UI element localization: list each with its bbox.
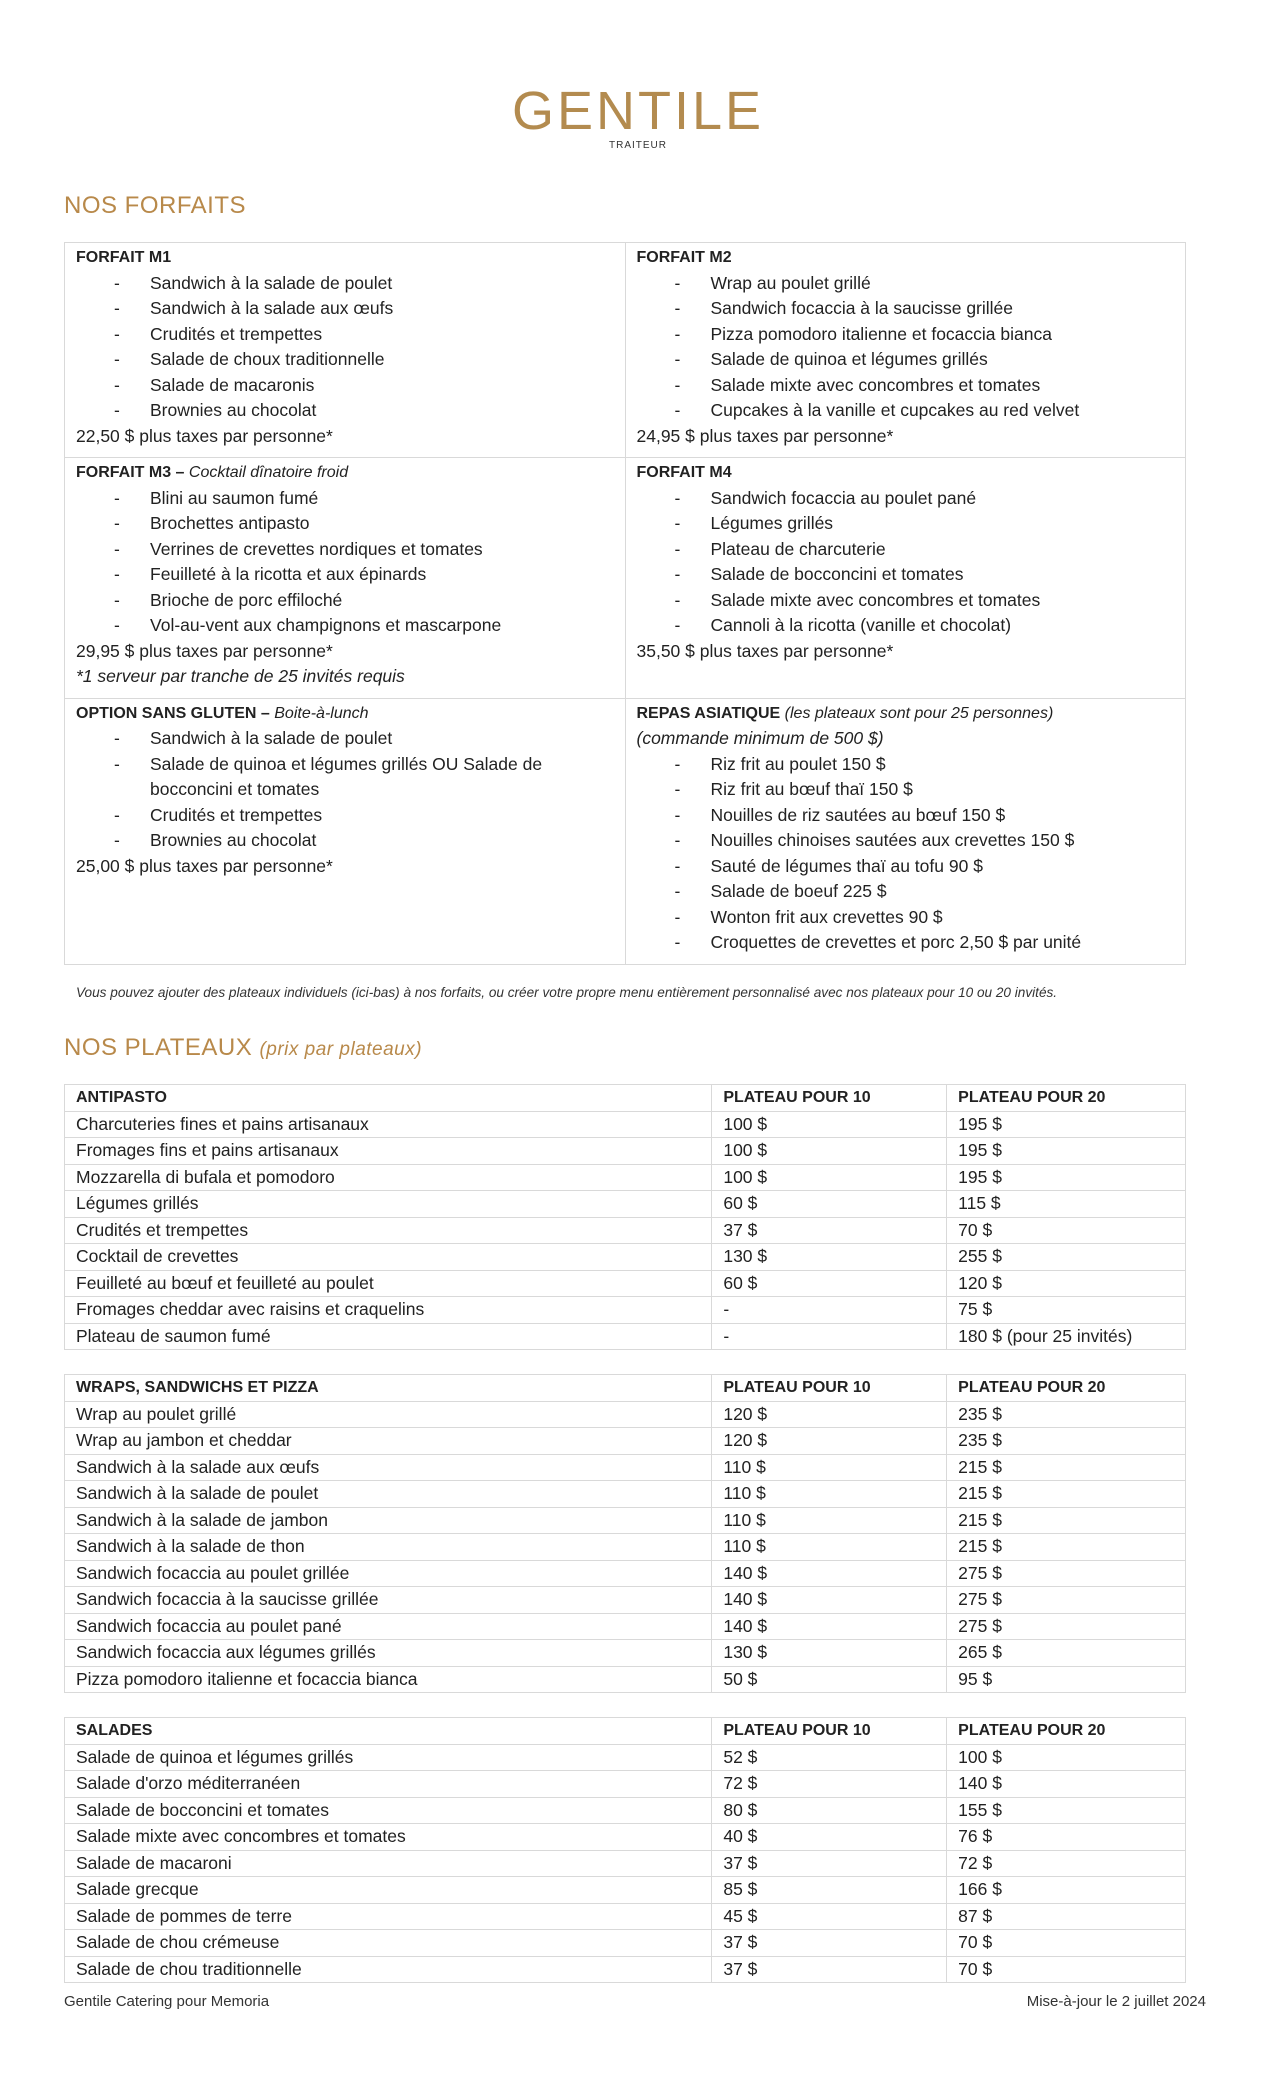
price-10: 37 $ xyxy=(712,1217,947,1244)
list-item: - Salade mixte avec concombres et tomates xyxy=(637,588,1175,614)
table-row xyxy=(65,1454,1186,1481)
item-name: Salade de quinoa et légumes grillés xyxy=(65,1744,712,1771)
price-10: - xyxy=(712,1323,947,1350)
item-name: Légumes grillés xyxy=(65,1191,712,1218)
item-name: Sandwich focaccia à la saucisse grillée xyxy=(65,1587,712,1614)
forfait-m4-title: FORFAIT M4 xyxy=(636,464,732,481)
table-row xyxy=(65,1930,1186,1957)
table-header-row xyxy=(65,1718,1186,1745)
list-item: - Riz frit au poulet 150 $ xyxy=(637,752,1175,778)
list-item: - Salade de quinoa et légumes grillés OU Salade de bocconcini et tomates xyxy=(76,752,614,803)
table-salades xyxy=(64,1717,1186,1983)
table-row xyxy=(65,1903,1186,1930)
price-10: 52 $ xyxy=(712,1744,947,1771)
price-10: 60 $ xyxy=(712,1191,947,1218)
price-20: 235 $ xyxy=(947,1401,1186,1428)
item-name: Salade de pommes de terre xyxy=(65,1903,712,1930)
table-row xyxy=(65,1270,1186,1297)
price-20: 115 $ xyxy=(947,1191,1186,1218)
table-row xyxy=(65,1877,1186,1904)
forfait-m2 xyxy=(625,243,1186,458)
price-20: 180 $ (pour 25 invités) xyxy=(947,1323,1186,1350)
price-10: 110 $ xyxy=(712,1534,947,1561)
forfait-m3-note: *1 serveur par tranche de 25 invités requis xyxy=(76,666,405,686)
footer-update-date: Mise-à-jour le 2 juillet 2024 xyxy=(1026,1993,1206,2010)
logo-tagline: TRAITEUR xyxy=(609,140,667,151)
list-item: - Riz frit au bœuf thaï 150 $ xyxy=(637,777,1175,803)
item-name: Sandwich à la salade de thon xyxy=(65,1534,712,1561)
item-name: Plateau de saumon fumé xyxy=(65,1323,712,1350)
item-name: Sandwich focaccia au poulet pané xyxy=(65,1613,712,1640)
forfait-m2-title: FORFAIT M2 xyxy=(636,249,732,266)
forfait-m3-title: FORFAIT M3 – Cocktail dînatoire froid xyxy=(76,464,349,481)
forfait-m4-price: 35,50 $ plus taxes par personne* xyxy=(636,640,894,661)
price-10: 140 $ xyxy=(712,1613,947,1640)
table-row xyxy=(65,1297,1186,1324)
table-row xyxy=(65,1850,1186,1877)
price-20: 140 $ xyxy=(947,1771,1186,1798)
list-item: - Brownies au chocolat xyxy=(76,398,614,424)
column-header: ANTIPASTO xyxy=(65,1085,712,1112)
price-10: - xyxy=(712,1297,947,1324)
item-name: Salade de chou traditionnelle xyxy=(65,1956,712,1983)
price-20: 215 $ xyxy=(947,1481,1186,1508)
list-item: - Salade de bocconcini et tomates xyxy=(637,562,1175,588)
table-row xyxy=(65,1428,1186,1455)
list-item: - Crudités et trempettes xyxy=(76,322,614,348)
list-item: - Crudités et trempettes xyxy=(76,803,614,829)
list-item: - Salade mixte avec concombres et tomates xyxy=(637,373,1175,399)
table-row xyxy=(65,1401,1186,1428)
item-name: Salade de chou crémeuse xyxy=(65,1930,712,1957)
item-name: Fromages fins et pains artisanaux xyxy=(65,1138,712,1165)
list-item: - Salade de quinoa et légumes grillés xyxy=(637,347,1175,373)
table-row xyxy=(65,1323,1186,1350)
list-item: - Feuilleté à la ricotta et aux épinards xyxy=(76,562,614,588)
forfait-m3-items xyxy=(76,486,614,639)
table-row xyxy=(65,1217,1186,1244)
forfait-gluten-subtitle: Boite-à-lunch xyxy=(274,704,369,722)
table-row xyxy=(65,1534,1186,1561)
price-20: 235 $ xyxy=(947,1428,1186,1455)
list-item: - Nouilles de riz sautées au bœuf 150 $ xyxy=(637,803,1175,829)
price-10: 80 $ xyxy=(712,1797,947,1824)
item-name: Fromages cheddar avec raisins et craquelins xyxy=(65,1297,712,1324)
item-name: Sandwich à la salade de jambon xyxy=(65,1507,712,1534)
forfait-gluten-price: 25,00 $ plus taxes par personne* xyxy=(76,855,333,876)
price-20: 255 $ xyxy=(947,1244,1186,1271)
table-header-row xyxy=(65,1085,1186,1112)
list-item: - Wrap au poulet grillé xyxy=(637,271,1175,297)
price-20: 155 $ xyxy=(947,1797,1186,1824)
table-header-row xyxy=(65,1375,1186,1402)
table-row xyxy=(65,1666,1186,1693)
table-antipasto xyxy=(64,1084,1186,1350)
forfaits-title: NOS FORFAITS xyxy=(64,192,247,219)
price-20: 87 $ xyxy=(947,1903,1186,1930)
forfait-asian-minimum: (commande minimum de 500 $) xyxy=(636,728,884,748)
price-20: 275 $ xyxy=(947,1587,1186,1614)
forfait-m3-subtitle: Cocktail dînatoire froid xyxy=(188,464,349,481)
item-name: Charcuteries fines et pains artisanaux xyxy=(65,1111,712,1138)
table-row xyxy=(65,1956,1186,1983)
price-10: 37 $ xyxy=(712,1850,947,1877)
forfaits-grid xyxy=(64,242,1186,965)
price-10: 100 $ xyxy=(712,1164,947,1191)
table-row xyxy=(65,1507,1186,1534)
price-10: 85 $ xyxy=(712,1877,947,1904)
item-name: Wrap au poulet grillé xyxy=(65,1401,712,1428)
price-20: 215 $ xyxy=(947,1534,1186,1561)
list-item: - Pizza pomodoro italienne et focaccia bianca xyxy=(637,322,1175,348)
list-item: - Blini au saumon fumé xyxy=(76,486,614,512)
item-name: Feuilleté au bœuf et feuilleté au poulet xyxy=(65,1270,712,1297)
list-item: - Sandwich focaccia au poulet pané xyxy=(637,486,1175,512)
item-name: Sandwich focaccia au poulet grillée xyxy=(65,1560,712,1587)
item-name: Salade de bocconcini et tomates xyxy=(65,1797,712,1824)
forfait-m2-price: 24,95 $ plus taxes par personne* xyxy=(636,425,894,446)
price-20: 100 $ xyxy=(947,1744,1186,1771)
table-wraps-sandwichs-pizza xyxy=(64,1374,1186,1693)
list-item: - Sandwich à la salade de poulet xyxy=(76,726,614,752)
column-header: PLATEAU POUR 20 xyxy=(947,1375,1186,1402)
table-row xyxy=(65,1560,1186,1587)
forfaits-note: Vous pouvez ajouter des plateaux individuels (ici-bas) à nos forfaits, ou créer votre propre menu entièrement personnalisé avec nos plateaux pour 10 ou 20 invités. xyxy=(76,985,1058,1000)
column-header: PLATEAU POUR 20 xyxy=(947,1085,1186,1112)
item-name: Sandwich focaccia aux légumes grillés xyxy=(65,1640,712,1667)
list-item: - Brownies au chocolat xyxy=(76,828,614,854)
list-item: - Légumes grillés xyxy=(637,511,1175,537)
list-item: - Brochettes antipasto xyxy=(76,511,614,537)
table-row xyxy=(65,1244,1186,1271)
item-name: Mozzarella di bufala et pomodoro xyxy=(65,1164,712,1191)
price-20: 166 $ xyxy=(947,1877,1186,1904)
price-20: 70 $ xyxy=(947,1956,1186,1983)
forfait-m4-items xyxy=(637,486,1175,639)
list-item: - Salade de choux traditionnelle xyxy=(76,347,614,373)
table-row xyxy=(65,1164,1186,1191)
price-10: 60 $ xyxy=(712,1270,947,1297)
price-20: 215 $ xyxy=(947,1454,1186,1481)
table-row xyxy=(65,1797,1186,1824)
price-10: 130 $ xyxy=(712,1640,947,1667)
logo-name: GENTILE xyxy=(511,81,765,141)
list-item: - Verrines de crevettes nordiques et tomates xyxy=(76,537,614,563)
list-item: - Plateau de charcuterie xyxy=(637,537,1175,563)
forfait-m1-title: FORFAIT M1 xyxy=(76,249,172,266)
price-20: 275 $ xyxy=(947,1613,1186,1640)
price-10: 45 $ xyxy=(712,1903,947,1930)
forfait-m1 xyxy=(65,243,626,458)
price-10: 140 $ xyxy=(712,1560,947,1587)
column-header: PLATEAU POUR 10 xyxy=(712,1085,947,1112)
column-header: PLATEAU POUR 10 xyxy=(712,1375,947,1402)
price-10: 130 $ xyxy=(712,1244,947,1271)
table-row xyxy=(65,1138,1186,1165)
forfait-m1-price: 22,50 $ plus taxes par personne* xyxy=(76,425,333,446)
item-name: Sandwich à la salade aux œufs xyxy=(65,1454,712,1481)
forfait-m3-price: 29,95 $ plus taxes par personne* xyxy=(76,640,333,661)
forfait-gluten-items xyxy=(76,726,614,854)
price-20: 76 $ xyxy=(947,1824,1186,1851)
forfait-m1-items xyxy=(76,271,614,424)
price-20: 95 $ xyxy=(947,1666,1186,1693)
price-10: 37 $ xyxy=(712,1930,947,1957)
forfait-asian-subtitle: (les plateaux sont pour 25 personnes) xyxy=(784,704,1054,722)
table-row xyxy=(65,1587,1186,1614)
list-item: - Brioche de porc effiloché xyxy=(76,588,614,614)
item-name: Salade de macaroni xyxy=(65,1850,712,1877)
price-20: 75 $ xyxy=(947,1297,1186,1324)
logo xyxy=(0,81,1276,151)
table-row xyxy=(65,1111,1186,1138)
table-row xyxy=(65,1640,1186,1667)
price-20: 195 $ xyxy=(947,1111,1186,1138)
price-10: 110 $ xyxy=(712,1507,947,1534)
price-20: 195 $ xyxy=(947,1138,1186,1165)
item-name: Sandwich à la salade de poulet xyxy=(65,1481,712,1508)
price-10: 120 $ xyxy=(712,1401,947,1428)
list-item: - Sandwich à la salade aux œufs xyxy=(76,296,614,322)
item-name: Cocktail de crevettes xyxy=(65,1244,712,1271)
list-item: - Sandwich à la salade de poulet xyxy=(76,271,614,297)
price-20: 70 $ xyxy=(947,1930,1186,1957)
price-20: 72 $ xyxy=(947,1850,1186,1877)
price-20: 265 $ xyxy=(947,1640,1186,1667)
column-header: SALADES xyxy=(65,1718,712,1745)
footer-company: Gentile Catering pour Memoria xyxy=(64,1993,270,2010)
forfait-m2-items xyxy=(637,271,1175,424)
list-item: - Cupcakes à la vanille et cupcakes au red velvet xyxy=(637,398,1175,424)
price-20: 215 $ xyxy=(947,1507,1186,1534)
column-header: PLATEAU POUR 10 xyxy=(712,1718,947,1745)
item-name: Salade mixte avec concombres et tomates xyxy=(65,1824,712,1851)
table-row xyxy=(65,1771,1186,1798)
price-20: 120 $ xyxy=(947,1270,1186,1297)
price-10: 110 $ xyxy=(712,1481,947,1508)
plateaux-subtitle: (prix par plateaux) xyxy=(259,1039,423,1060)
table-row xyxy=(65,1481,1186,1508)
price-10: 110 $ xyxy=(712,1454,947,1481)
column-header: WRAPS, SANDWICHS ET PIZZA xyxy=(65,1375,712,1402)
item-name: Salade d'orzo méditerranéen xyxy=(65,1771,712,1798)
list-item: - Sandwich focaccia à la saucisse grillée xyxy=(637,296,1175,322)
price-10: 37 $ xyxy=(712,1956,947,1983)
price-10: 50 $ xyxy=(712,1666,947,1693)
price-10: 100 $ xyxy=(712,1138,947,1165)
price-10: 140 $ xyxy=(712,1587,947,1614)
forfait-m4 xyxy=(625,458,1186,699)
list-item: - Croquettes de crevettes et porc 2,50 $ par unité xyxy=(637,930,1175,956)
price-10: 100 $ xyxy=(712,1111,947,1138)
list-item: - Salade de boeuf 225 $ xyxy=(637,879,1175,905)
forfait-gluten xyxy=(65,698,626,964)
forfait-asian-items xyxy=(637,752,1175,956)
item-name: Wrap au jambon et cheddar xyxy=(65,1428,712,1455)
price-10: 40 $ xyxy=(712,1824,947,1851)
price-20: 70 $ xyxy=(947,1217,1186,1244)
item-name: Salade grecque xyxy=(65,1877,712,1904)
forfait-gluten-title: OPTION SANS GLUTEN – Boite-à-lunch xyxy=(76,704,369,722)
list-item: - Wonton frit aux crevettes 90 $ xyxy=(637,905,1175,931)
list-item: - Nouilles chinoises sautées aux crevettes 150 $ xyxy=(637,828,1175,854)
forfait-asian-title: REPAS ASIATIQUE (les plateaux sont pour 25 personnes) xyxy=(636,704,1054,722)
list-item: - Sauté de légumes thaï au tofu 90 $ xyxy=(637,854,1175,880)
table-row xyxy=(65,1744,1186,1771)
forfait-m3 xyxy=(65,458,626,699)
price-20: 275 $ xyxy=(947,1560,1186,1587)
price-10: 120 $ xyxy=(712,1428,947,1455)
list-item: - Salade de macaronis xyxy=(76,373,614,399)
item-name: Pizza pomodoro italienne et focaccia bianca xyxy=(65,1666,712,1693)
table-row xyxy=(65,1191,1186,1218)
table-row xyxy=(65,1613,1186,1640)
column-header: PLATEAU POUR 20 xyxy=(947,1718,1186,1745)
plateaux-title: NOS PLATEAUX (prix par plateaux) xyxy=(64,1034,423,1061)
list-item: - Vol-au-vent aux champignons et mascarpone xyxy=(76,613,614,639)
table-row xyxy=(65,1824,1186,1851)
price-10: 72 $ xyxy=(712,1771,947,1798)
list-item: - Cannoli à la ricotta (vanille et chocolat) xyxy=(637,613,1175,639)
item-name: Crudités et trempettes xyxy=(65,1217,712,1244)
price-20: 195 $ xyxy=(947,1164,1186,1191)
forfait-asian xyxy=(625,698,1186,964)
